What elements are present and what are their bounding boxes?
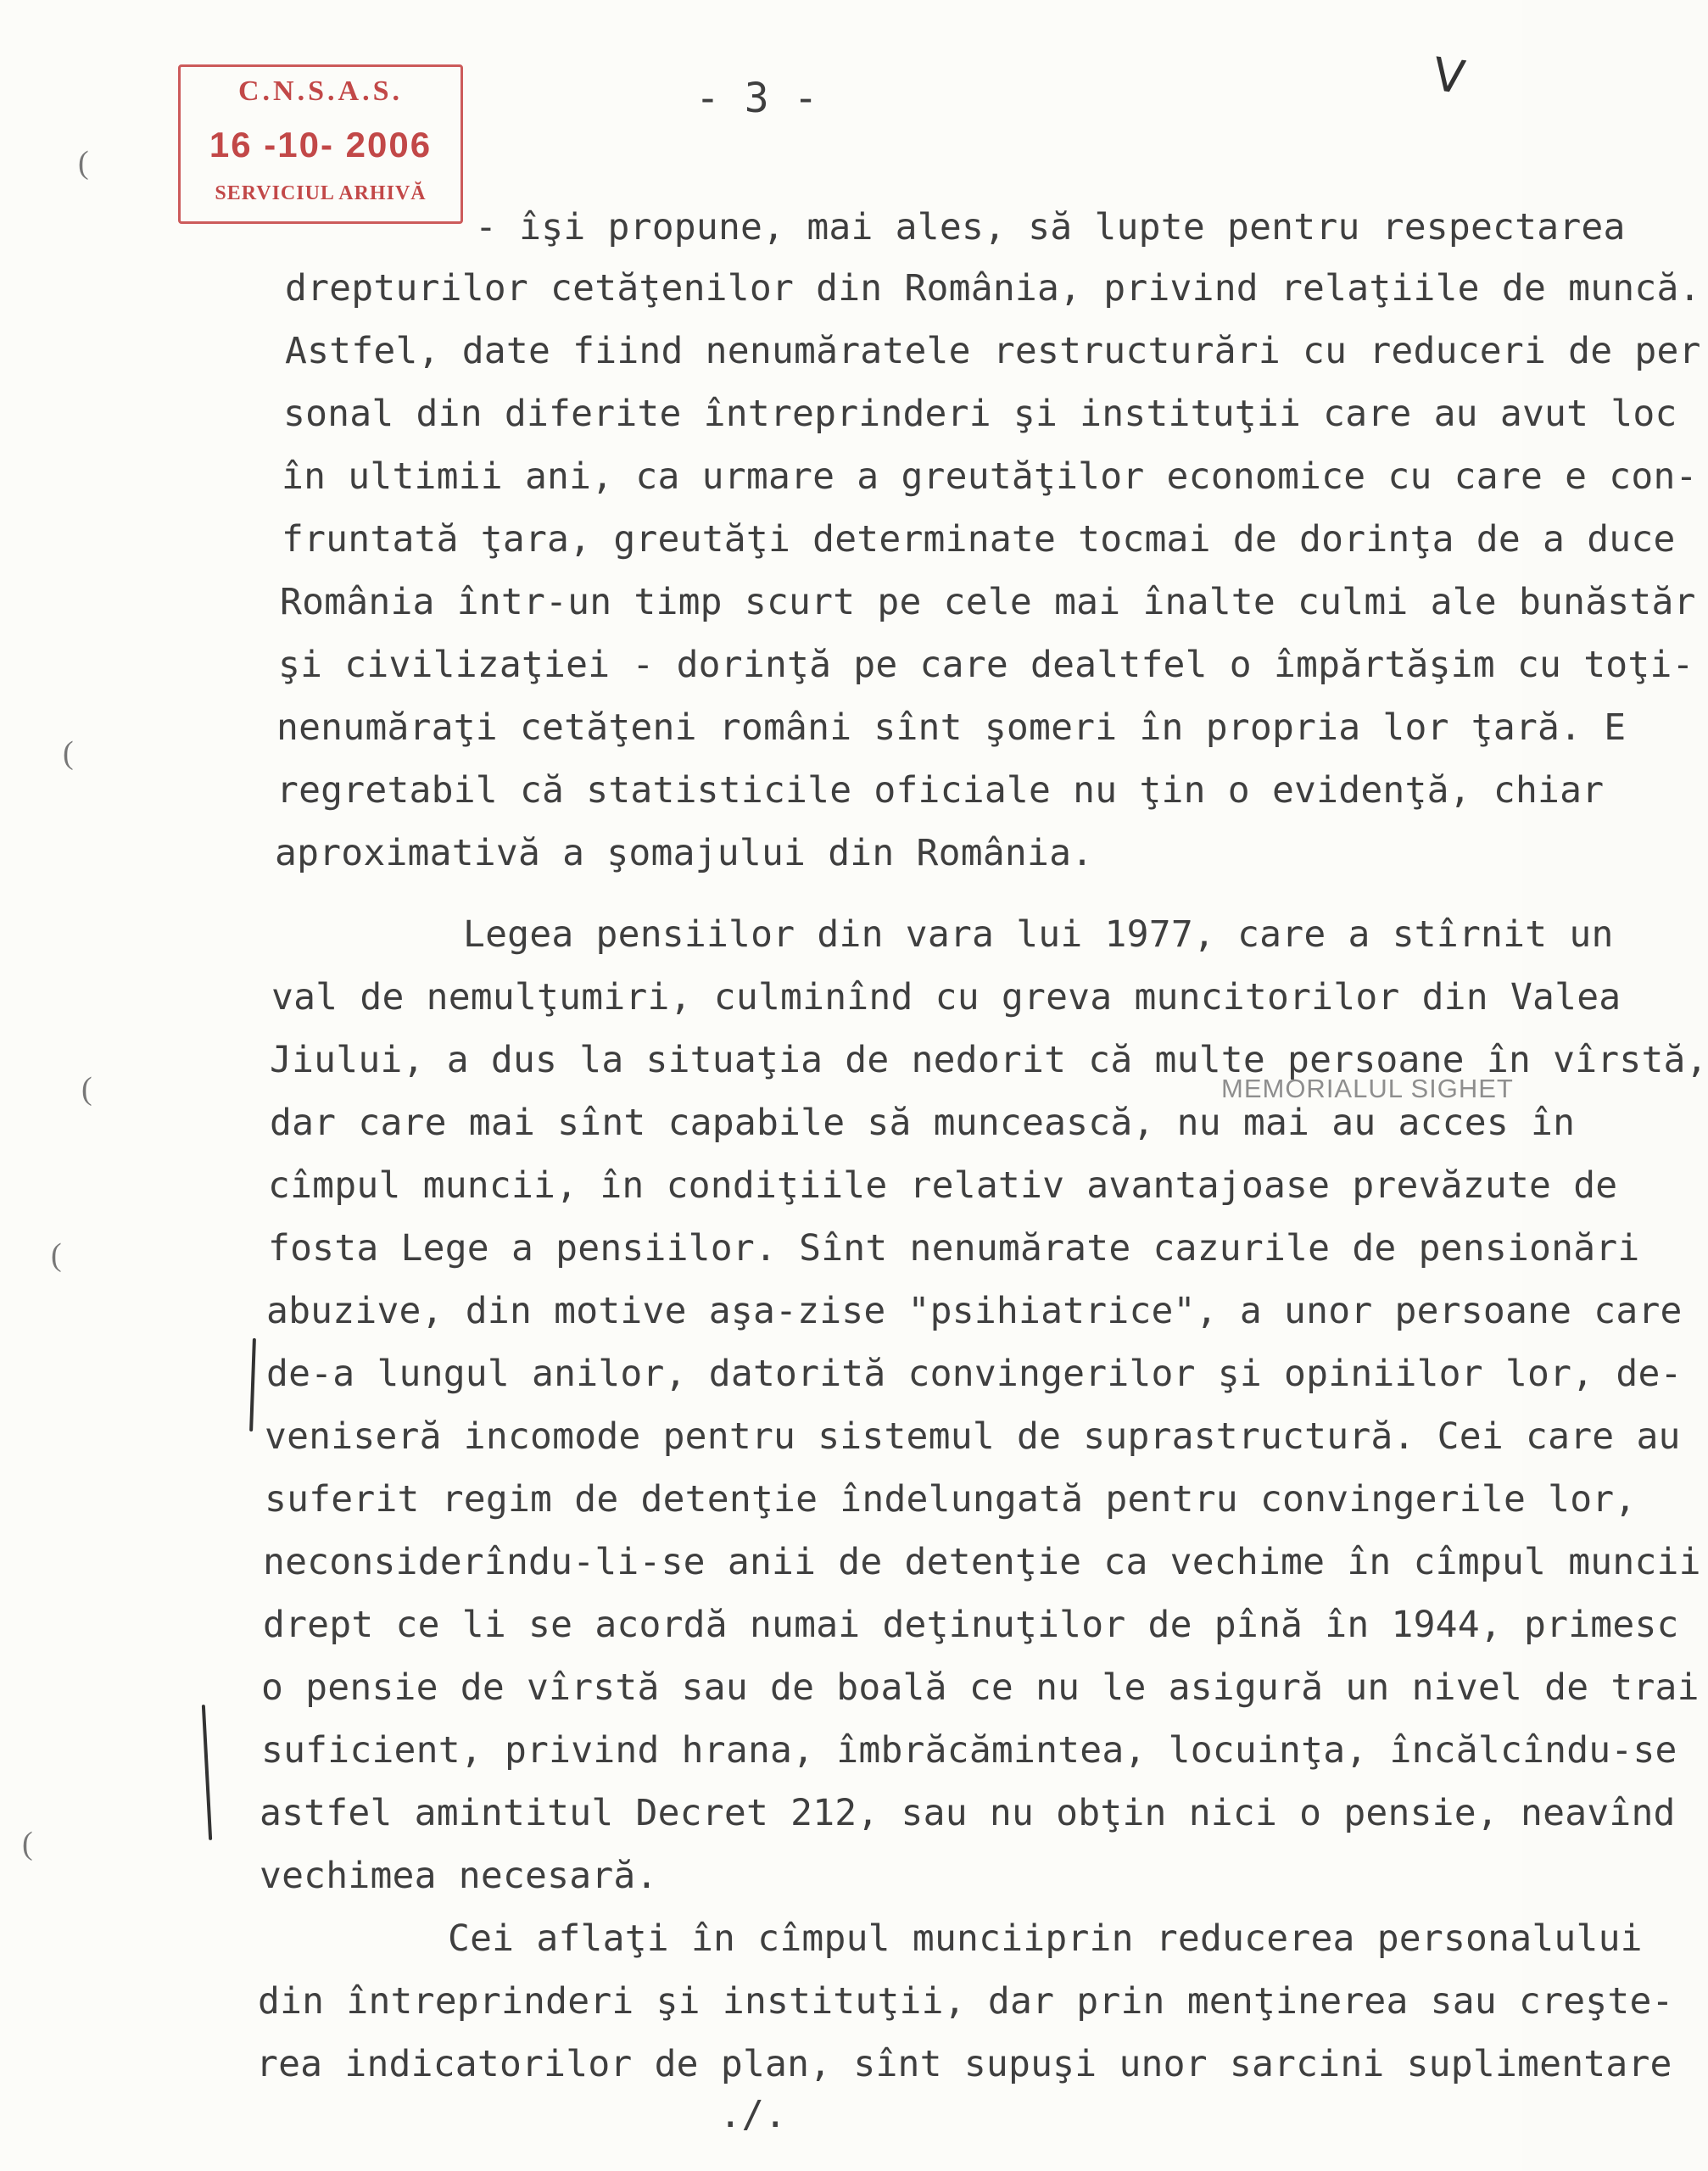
text-line: în ultimii ani, ca urmare a greutăţilor economice cu care e con-	[282, 455, 1698, 498]
margin-mark: (	[81, 1071, 92, 1107]
text-line: rea indicatorilor de plan, sînt supuşi unor sarcini suplimentare	[256, 2043, 1672, 2085]
text-line: veniseră incomode pentru sistemul de suprastructură. Cei care au	[265, 1415, 1681, 1458]
text-line: - îşi propune, mai ales, să lupte pentru respectarea	[475, 206, 1626, 248]
text-line: o pensie de vîrstă sau de boală ce nu le asigură un nivel de trai	[261, 1666, 1700, 1709]
continuation-mark: ./.	[719, 2093, 787, 2136]
text-line: suficient, privind hrana, îmbrăcămintea, locuinţa, încălcîndu-se	[261, 1729, 1677, 1772]
stamp-department: SERVICIUL ARHIVĂ	[215, 182, 427, 204]
text-line: cîmpul muncii, în condiţiile relativ avantajoase prevăzute de	[268, 1164, 1618, 1207]
text-line: aproximativă a şomajului din România.	[275, 832, 1094, 874]
text-line: neconsiderîndu-li-se anii de detenţie ca vechime în cîmpul muncii	[263, 1541, 1701, 1583]
text-line: România într-un timp scurt pe cele mai înalte culmi ale bunăstăr	[280, 581, 1696, 623]
margin-mark: (	[63, 735, 74, 771]
text-line: de-a lungul anilor, datorită convingerilor şi opiniilor lor, de-	[266, 1353, 1683, 1395]
text-line: Astfel, date fiind nenumăratele restructurări cu reduceri de per	[285, 330, 1701, 372]
text-line: Jiului, a dus la situaţia de nedorit că multe persoane în vîrstă,	[270, 1039, 1708, 1081]
text-line: fosta Lege a pensiilor. Sînt nenumărate cazurile de pensionări	[268, 1227, 1640, 1270]
archive-stamp	[178, 64, 463, 224]
text-line: drept ce li se acordă numai deţinuţilor de pînă în 1944, primesc	[263, 1604, 1679, 1646]
text-line: din întreprinderi şi instituţii, dar prin menţinerea sau creşte-	[258, 1980, 1674, 2023]
margin-mark: (	[78, 145, 89, 181]
text-line: şi civilizaţiei - dorinţă pe care dealtfel o împărtăşim cu toţi-	[278, 644, 1694, 686]
text-line: sonal din diferite întreprinderi şi instituţii care au avut loc	[283, 393, 1677, 435]
text-line: vechimea necesară.	[260, 1855, 658, 1897]
handwritten-corner-mark: Ⅴ	[1429, 48, 1468, 104]
stamp-date: 16 -10- 2006	[209, 125, 433, 165]
margin-mark: (	[22, 1826, 33, 1861]
text-line: Legea pensiilor din vara lui 1977, care a stîrnit un	[463, 913, 1614, 956]
text-line: abuzive, din motive aşa-zise "psihiatrice", a unor persoane care	[266, 1290, 1683, 1332]
text-line: regretabil că statisticile oficiale nu ţin o evidenţă, chiar	[276, 769, 1605, 812]
text-line: suferit regim de detenţie îndelungată pentru convingerile lor,	[265, 1478, 1637, 1521]
page-number: - 3 -	[695, 75, 818, 122]
text-line: Cei aflaţi în cîmpul munciiprin reducerea personalului	[448, 1917, 1643, 1960]
margin-line-mark	[202, 1705, 212, 1840]
stamp-organization: C.N.S.A.S.	[238, 75, 403, 107]
text-line: val de nemulţumiri, culminînd cu greva muncitorilor din Valea	[271, 976, 1621, 1019]
margin-line-mark	[249, 1338, 256, 1432]
text-line: fruntată ţara, greutăţi determinate tocmai de dorinţa de a duce	[282, 518, 1676, 561]
watermark-text: MEMORIALUL SIGHET	[1221, 1074, 1514, 1103]
margin-mark: (	[51, 1237, 62, 1273]
text-line: nenumăraţi cetăţeni români sînt şomeri în propria lor ţară. E	[276, 706, 1627, 749]
text-line: drepturilor cetăţenilor din România, privind relaţiile de muncă.	[285, 267, 1701, 310]
text-line: dar care mai sînt capabile să muncească, nu mai au acces în	[270, 1102, 1576, 1144]
text-line: astfel amintitul Decret 212, sau nu obţin nici o pensie, neavînd	[260, 1792, 1676, 1834]
